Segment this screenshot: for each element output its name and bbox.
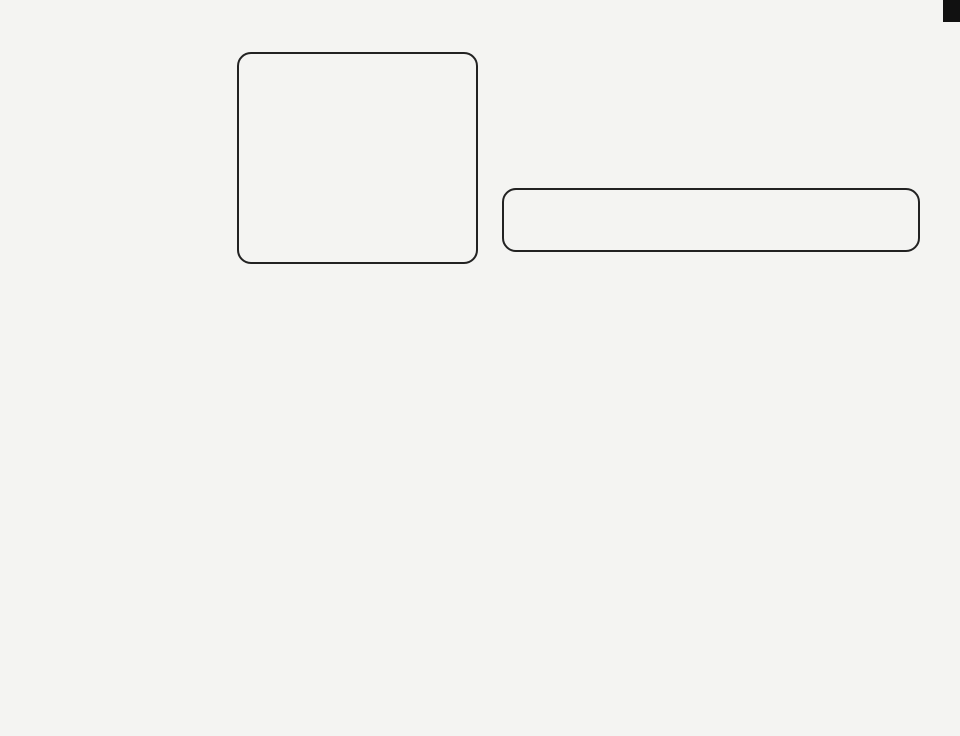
corner-mark xyxy=(943,0,960,22)
kalbi-specials-table xyxy=(510,46,910,66)
lunch-dinner-section xyxy=(16,290,238,306)
house-special-box xyxy=(237,52,478,264)
special-for-two xyxy=(244,303,464,317)
poke-box xyxy=(502,188,920,252)
